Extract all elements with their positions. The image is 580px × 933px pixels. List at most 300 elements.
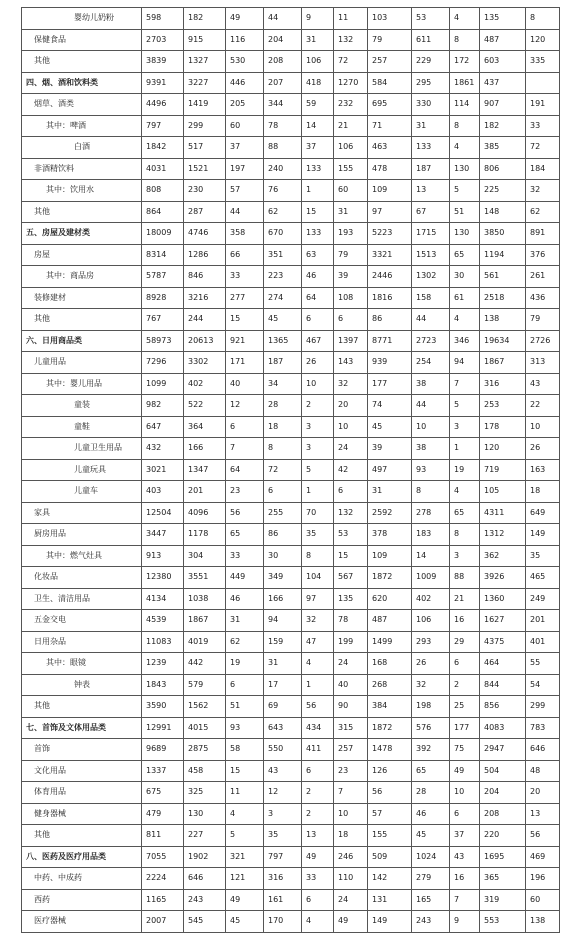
table-cell: 31	[368, 481, 412, 503]
table-cell: 86	[264, 524, 302, 546]
row-label: 首饰	[22, 739, 142, 761]
table-cell: 166	[264, 588, 302, 610]
table-cell: 47	[302, 631, 334, 653]
table-cell: 126	[368, 760, 412, 782]
table-cell: 9391	[142, 72, 184, 94]
table-cell: 8	[264, 438, 302, 460]
table-cell: 316	[480, 373, 526, 395]
table-cell: 178	[480, 416, 526, 438]
table-row	[22, 567, 560, 589]
row-label: 其中：商品房	[22, 266, 142, 288]
table-cell: 161	[264, 889, 302, 911]
table-cell: 1286	[184, 244, 226, 266]
table-cell: 458	[184, 760, 226, 782]
table-cell: 133	[302, 158, 334, 180]
table-cell: 1270	[334, 72, 368, 94]
table-cell: 3021	[142, 459, 184, 481]
table-cell: 469	[526, 846, 560, 868]
table-cell: 49	[334, 911, 368, 933]
table-cell: 61	[450, 287, 480, 309]
table-cell: 4	[450, 481, 480, 503]
table-cell: 436	[526, 287, 560, 309]
table-cell: 191	[526, 94, 560, 116]
table-cell: 45	[264, 309, 302, 331]
table-cell: 579	[184, 674, 226, 696]
table-cell: 64	[302, 287, 334, 309]
table-cell: 299	[184, 115, 226, 137]
table-cell: 22	[526, 395, 560, 417]
row-label: 医疗器械	[22, 911, 142, 933]
table-cell: 35	[526, 545, 560, 567]
table-cell: 464	[480, 653, 526, 675]
table-cell: 32	[302, 610, 334, 632]
table-cell: 401	[526, 631, 560, 653]
table-cell: 982	[142, 395, 184, 417]
table-cell: 37	[302, 137, 334, 159]
row-label: 儿童用品	[22, 352, 142, 374]
table-row	[22, 8, 560, 30]
table-cell: 3	[450, 416, 480, 438]
table-cell: 670	[264, 223, 302, 245]
table-cell: 8	[450, 115, 480, 137]
table-cell: 913	[142, 545, 184, 567]
row-label: 儿童玩具	[22, 459, 142, 481]
table-cell: 611	[412, 29, 450, 51]
table-cell	[526, 72, 560, 94]
table-cell: 2518	[480, 287, 526, 309]
table-cell: 63	[302, 244, 334, 266]
table-cell: 21	[334, 115, 368, 137]
table-cell: 88	[450, 567, 480, 589]
table-cell: 120	[480, 438, 526, 460]
table-cell: 56	[226, 502, 264, 524]
table-cell: 207	[264, 72, 302, 94]
table-cell: 72	[334, 51, 368, 73]
table-row	[22, 653, 560, 675]
table-row	[22, 72, 560, 94]
table-cell: 4134	[142, 588, 184, 610]
row-label: 其他	[22, 309, 142, 331]
table-cell: 364	[184, 416, 226, 438]
table-cell: 864	[142, 201, 184, 223]
table-cell: 51	[226, 696, 264, 718]
table-cell: 31	[226, 610, 264, 632]
table-cell: 75	[450, 739, 480, 761]
table-cell: 4375	[480, 631, 526, 653]
table-row	[22, 201, 560, 223]
table-cell: 40	[226, 373, 264, 395]
table-cell: 620	[368, 588, 412, 610]
table-row	[22, 588, 560, 610]
table-cell: 6	[450, 653, 480, 675]
table-cell: 2007	[142, 911, 184, 933]
table-cell: 1	[302, 481, 334, 503]
table-cell: 76	[264, 180, 302, 202]
table-cell: 1024	[412, 846, 450, 868]
table-cell: 31	[334, 201, 368, 223]
table-cell: 5	[226, 825, 264, 847]
table-cell: 335	[526, 51, 560, 73]
table-cell: 11	[226, 782, 264, 804]
table-cell: 646	[184, 868, 226, 890]
table-cell: 15	[226, 309, 264, 331]
table-cell: 598	[142, 8, 184, 30]
table-cell: 187	[412, 158, 450, 180]
row-label: 七、首饰及文体用品类	[22, 717, 142, 739]
table-cell: 35	[302, 524, 334, 546]
table-cell: 321	[226, 846, 264, 868]
table-cell: 6	[226, 674, 264, 696]
table-cell: 279	[412, 868, 450, 890]
table-cell: 561	[480, 266, 526, 288]
table-cell: 330	[412, 94, 450, 116]
table-row	[22, 481, 560, 503]
table-cell: 4	[450, 137, 480, 159]
table-cell: 1842	[142, 137, 184, 159]
table-row	[22, 782, 560, 804]
row-label: 非酒精饮料	[22, 158, 142, 180]
table-cell: 110	[334, 868, 368, 890]
row-label: 其他	[22, 825, 142, 847]
table-cell: 844	[480, 674, 526, 696]
table-cell: 177	[450, 717, 480, 739]
table-cell: 33	[526, 115, 560, 137]
table-cell: 268	[368, 674, 412, 696]
row-label: 装修建材	[22, 287, 142, 309]
table-cell: 253	[480, 395, 526, 417]
table-cell: 48	[526, 760, 560, 782]
table-cell: 1194	[480, 244, 526, 266]
table-cell: 465	[526, 567, 560, 589]
table-cell: 44	[412, 395, 450, 417]
table-row	[22, 868, 560, 890]
table-cell: 675	[142, 782, 184, 804]
table-cell: 46	[412, 803, 450, 825]
table-cell: 1099	[142, 373, 184, 395]
table-cell: 4031	[142, 158, 184, 180]
table-cell: 4	[302, 911, 334, 933]
table-cell: 1902	[184, 846, 226, 868]
table-cell: 196	[526, 868, 560, 890]
table-cell: 49	[226, 8, 264, 30]
table-cell: 227	[184, 825, 226, 847]
table-cell: 7	[226, 438, 264, 460]
table-cell: 1312	[480, 524, 526, 546]
table-cell: 65	[450, 244, 480, 266]
table-cell: 6	[226, 416, 264, 438]
table-row	[22, 631, 560, 653]
table-cell: 201	[526, 610, 560, 632]
table-cell: 43	[264, 760, 302, 782]
table-cell: 86	[368, 309, 412, 331]
table-cell: 121	[226, 868, 264, 890]
table-cell: 133	[412, 137, 450, 159]
table-cell: 94	[450, 352, 480, 374]
table-cell: 35	[264, 825, 302, 847]
table-cell: 17	[264, 674, 302, 696]
table-cell: 32	[412, 674, 450, 696]
table-cell: 1337	[142, 760, 184, 782]
table-cell: 198	[412, 696, 450, 718]
row-label: 卫生、清洁用品	[22, 588, 142, 610]
table-cell: 2592	[368, 502, 412, 524]
table-row	[22, 352, 560, 374]
table-cell: 138	[480, 309, 526, 331]
table-cell: 39	[334, 266, 368, 288]
table-cell: 204	[480, 782, 526, 804]
table-cell: 53	[334, 524, 368, 546]
table-cell: 1513	[412, 244, 450, 266]
table-cell: 2	[302, 782, 334, 804]
table-cell: 42	[334, 459, 368, 481]
table-cell: 109	[368, 180, 412, 202]
table-cell: 4015	[184, 717, 226, 739]
table-cell: 240	[264, 158, 302, 180]
table-cell: 8	[450, 29, 480, 51]
table-cell: 132	[334, 29, 368, 51]
row-label: 化妆品	[22, 567, 142, 589]
table-cell: 28	[264, 395, 302, 417]
table-cell: 1165	[142, 889, 184, 911]
table-cell: 344	[264, 94, 302, 116]
table-cell: 2726	[526, 330, 560, 352]
table-cell: 182	[480, 115, 526, 137]
table-cell: 9	[450, 911, 480, 933]
table-cell: 384	[368, 696, 412, 718]
table-cell: 3321	[368, 244, 412, 266]
table-cell: 201	[184, 481, 226, 503]
table-cell: 93	[412, 459, 450, 481]
table-cell: 40	[334, 674, 368, 696]
table-cell: 69	[264, 696, 302, 718]
table-cell: 58	[226, 739, 264, 761]
row-label: 保健食品	[22, 29, 142, 51]
table-cell: 2947	[480, 739, 526, 761]
row-label: 其他	[22, 696, 142, 718]
row-label: 日用杂品	[22, 631, 142, 653]
row-label: 钟表	[22, 674, 142, 696]
table-cell: 12991	[142, 717, 184, 739]
table-cell: 4083	[480, 717, 526, 739]
row-label: 厨房用品	[22, 524, 142, 546]
table-cell: 187	[264, 352, 302, 374]
table-cell: 37	[450, 825, 480, 847]
table-cell: 159	[264, 631, 302, 653]
table-cell: 3447	[142, 524, 184, 546]
row-label: 婴幼儿奶粉	[22, 8, 142, 30]
table-row	[22, 524, 560, 546]
table-cell: 14	[412, 545, 450, 567]
table-cell: 449	[226, 567, 264, 589]
table-cell: 4	[450, 8, 480, 30]
table-cell: 8	[450, 524, 480, 546]
table-cell: 65	[450, 502, 480, 524]
table-cell: 132	[334, 502, 368, 524]
table-cell: 1562	[184, 696, 226, 718]
table-cell: 149	[526, 524, 560, 546]
table-cell: 56	[526, 825, 560, 847]
table-cell: 130	[450, 223, 480, 245]
table-cell: 44	[226, 201, 264, 223]
table-cell: 5223	[368, 223, 412, 245]
row-label: 儿童车	[22, 481, 142, 503]
table-cell: 165	[412, 889, 450, 911]
table-cell: 199	[334, 631, 368, 653]
table-cell: 38	[412, 438, 450, 460]
row-label: 童鞋	[22, 416, 142, 438]
table-cell: 254	[412, 352, 450, 374]
table-cell: 5787	[142, 266, 184, 288]
table-row	[22, 309, 560, 331]
table-row	[22, 287, 560, 309]
table-cell: 257	[334, 739, 368, 761]
table-cell: 25	[450, 696, 480, 718]
row-label: 其中：婴儿用品	[22, 373, 142, 395]
table-row	[22, 911, 560, 933]
row-label: 其中：燃气灶具	[22, 545, 142, 567]
table-cell: 97	[302, 588, 334, 610]
table-cell: 261	[526, 266, 560, 288]
table-cell: 10	[450, 782, 480, 804]
table-cell: 34	[264, 373, 302, 395]
table-cell: 12	[264, 782, 302, 804]
table-cell: 8	[302, 545, 334, 567]
table-cell: 19	[226, 653, 264, 675]
table-cell: 12	[226, 395, 264, 417]
table-cell: 55	[526, 653, 560, 675]
row-label: 烟草、酒类	[22, 94, 142, 116]
table-cell: 3839	[142, 51, 184, 73]
table-row	[22, 846, 560, 868]
table-cell: 30	[450, 266, 480, 288]
row-label: 童装	[22, 395, 142, 417]
table-cell: 403	[142, 481, 184, 503]
table-cell: 46	[302, 266, 334, 288]
table-cell: 166	[184, 438, 226, 460]
table-cell: 18	[264, 416, 302, 438]
table-row	[22, 545, 560, 567]
table-cell: 545	[184, 911, 226, 933]
table-cell: 60	[226, 115, 264, 137]
row-label: 文化用品	[22, 760, 142, 782]
table-cell: 49	[302, 846, 334, 868]
table-cell: 6	[334, 481, 368, 503]
table-cell: 33	[226, 266, 264, 288]
table-cell: 230	[184, 180, 226, 202]
table-cell: 4019	[184, 631, 226, 653]
table-cell: 19634	[480, 330, 526, 352]
table-cell: 255	[264, 502, 302, 524]
table-cell: 79	[334, 244, 368, 266]
table-cell: 16	[450, 610, 480, 632]
table-cell: 182	[184, 8, 226, 30]
table-cell: 208	[480, 803, 526, 825]
table-row	[22, 760, 560, 782]
table-cell: 358	[226, 223, 264, 245]
table-cell: 57	[368, 803, 412, 825]
table-row	[22, 223, 560, 245]
table-cell: 131	[368, 889, 412, 911]
table-cell: 4539	[142, 610, 184, 632]
table-cell: 313	[526, 352, 560, 374]
table-cell: 94	[264, 610, 302, 632]
row-label: 五、房屋及建材类	[22, 223, 142, 245]
table-cell: 243	[412, 911, 450, 933]
table-cell: 299	[526, 696, 560, 718]
row-label: 五金交电	[22, 610, 142, 632]
table-row	[22, 158, 560, 180]
table-cell: 57	[226, 180, 264, 202]
table-cell: 517	[184, 137, 226, 159]
table-cell: 385	[480, 137, 526, 159]
table-cell: 18009	[142, 223, 184, 245]
table-row	[22, 115, 560, 137]
table-cell: 891	[526, 223, 560, 245]
table-row	[22, 416, 560, 438]
table-cell: 1239	[142, 653, 184, 675]
table-cell: 3	[302, 416, 334, 438]
table-cell: 138	[526, 911, 560, 933]
table-cell: 3926	[480, 567, 526, 589]
table-cell: 103	[368, 8, 412, 30]
table-cell: 1419	[184, 94, 226, 116]
table-cell: 104	[302, 567, 334, 589]
row-label: 中药、中成药	[22, 868, 142, 890]
table-cell: 939	[368, 352, 412, 374]
table-cell: 2723	[412, 330, 450, 352]
table-cell: 20	[526, 782, 560, 804]
table-cell: 5	[450, 180, 480, 202]
table-cell: 7	[334, 782, 368, 804]
table-cell: 293	[412, 631, 450, 653]
table-cell: 193	[334, 223, 368, 245]
table-cell: 7	[450, 373, 480, 395]
table-cell: 437	[480, 72, 526, 94]
table-cell: 26	[412, 653, 450, 675]
table-cell: 1347	[184, 459, 226, 481]
table-cell: 8928	[142, 287, 184, 309]
table-cell: 797	[264, 846, 302, 868]
table-cell: 402	[412, 588, 450, 610]
table-cell: 114	[450, 94, 480, 116]
table-cell: 46	[226, 588, 264, 610]
table-cell: 45	[368, 416, 412, 438]
table-cell: 3227	[184, 72, 226, 94]
table-cell: 62	[526, 201, 560, 223]
table-cell: 10	[526, 416, 560, 438]
table-cell: 365	[480, 868, 526, 890]
table-cell: 1695	[480, 846, 526, 868]
table-cell: 62	[264, 201, 302, 223]
table-cell: 530	[226, 51, 264, 73]
table-cell: 584	[368, 72, 412, 94]
table-cell: 287	[184, 201, 226, 223]
table-cell: 8771	[368, 330, 412, 352]
table-cell: 246	[334, 846, 368, 868]
table-cell: 497	[368, 459, 412, 481]
table-row	[22, 502, 560, 524]
table-cell: 278	[412, 502, 450, 524]
table-cell: 695	[368, 94, 412, 116]
table-cell: 30	[264, 545, 302, 567]
table-cell: 6	[302, 889, 334, 911]
table-cell: 315	[334, 717, 368, 739]
table-cell: 59	[302, 94, 334, 116]
table-cell: 392	[412, 739, 450, 761]
table-row	[22, 244, 560, 266]
table-cell: 23	[226, 481, 264, 503]
table-cell: 223	[264, 266, 302, 288]
